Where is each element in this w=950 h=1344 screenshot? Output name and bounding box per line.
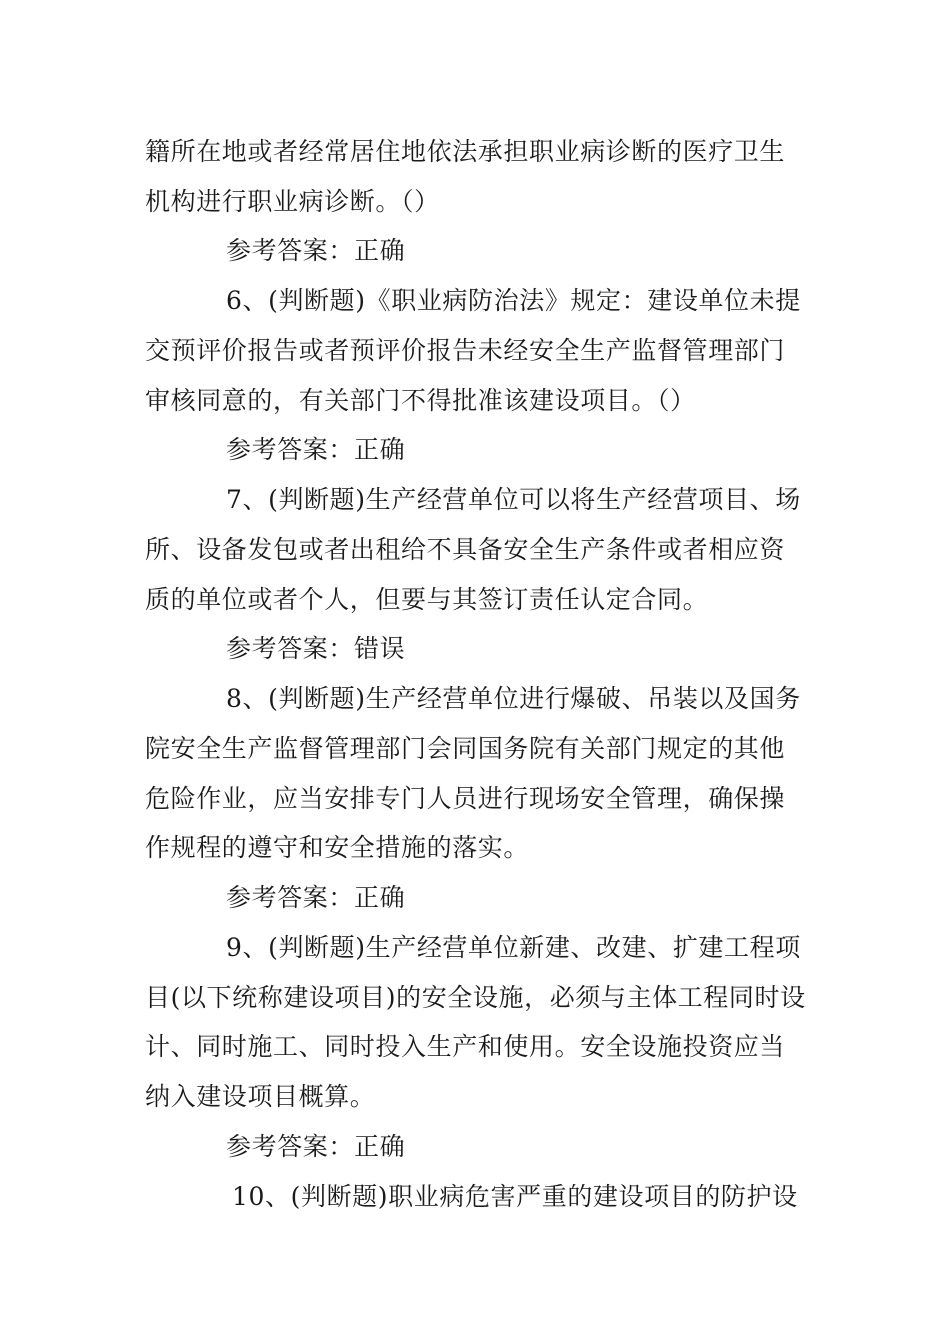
q9-text-line-3: 计、同时施工、同时投入生产和使用。安全设施投资应当 bbox=[145, 1032, 786, 1061]
q9-text-line-4: 纳入建设项目概算。 bbox=[145, 1082, 376, 1111]
q8-text-line-1: 8、(判断题)生产经营单位进行爆破、吊装以及国务 bbox=[226, 684, 801, 713]
q6-text-line-3: 审核同意的，有关部门不得批准该建设项目。（） bbox=[145, 386, 696, 415]
q10-text-line-1: 10、(判断题)职业病危害严重的建设项目的防护设 bbox=[232, 1182, 798, 1211]
q8-answer: 参考答案：正确 bbox=[226, 883, 406, 912]
q7-text-line-3: 质的单位或者个人，但要与其签订责任认定合同。 bbox=[145, 585, 709, 614]
q9-answer: 参考答案：正确 bbox=[226, 1132, 406, 1161]
q9-text-line-1: 9、(判断题)生产经营单位新建、改建、扩建工程项 bbox=[226, 933, 801, 962]
q7-text-line-2: 所、设备发包或者出租给不具备安全生产条件或者相应资 bbox=[145, 535, 786, 564]
q6-answer: 参考答案：正确 bbox=[226, 435, 406, 464]
q5-text-line-2: 机构进行职业病诊断。（） bbox=[145, 187, 440, 216]
q7-text-line-1: 7、(判断题)生产经营单位可以将生产经营项目、场 bbox=[226, 485, 801, 514]
q8-text-line-4: 作规程的遵守和安全措施的落实。 bbox=[145, 833, 530, 862]
q5-answer: 参考答案：正确 bbox=[226, 236, 406, 265]
q8-text-line-3: 危险作业，应当安排专门人员进行现场安全管理，确保操 bbox=[145, 784, 786, 813]
q9-text-line-2: 目(以下统称建设项目)的安全设施，必须与主体工程同时设 bbox=[145, 983, 806, 1012]
q7-answer: 参考答案：错误 bbox=[226, 634, 406, 663]
q5-text-line-1: 籍所在地或者经常居住地依法承担职业病诊断的医疗卫生 bbox=[145, 137, 786, 166]
q6-text-line-2: 交预评价报告或者预评价报告未经安全生产监督管理部门 bbox=[145, 336, 786, 365]
q6-text-line-1: 6、(判断题)《职业病防治法》规定：建设单位未提 bbox=[226, 286, 801, 315]
q8-text-line-2: 院安全生产监督管理部门会同国务院有关部门规定的其他 bbox=[145, 734, 786, 763]
